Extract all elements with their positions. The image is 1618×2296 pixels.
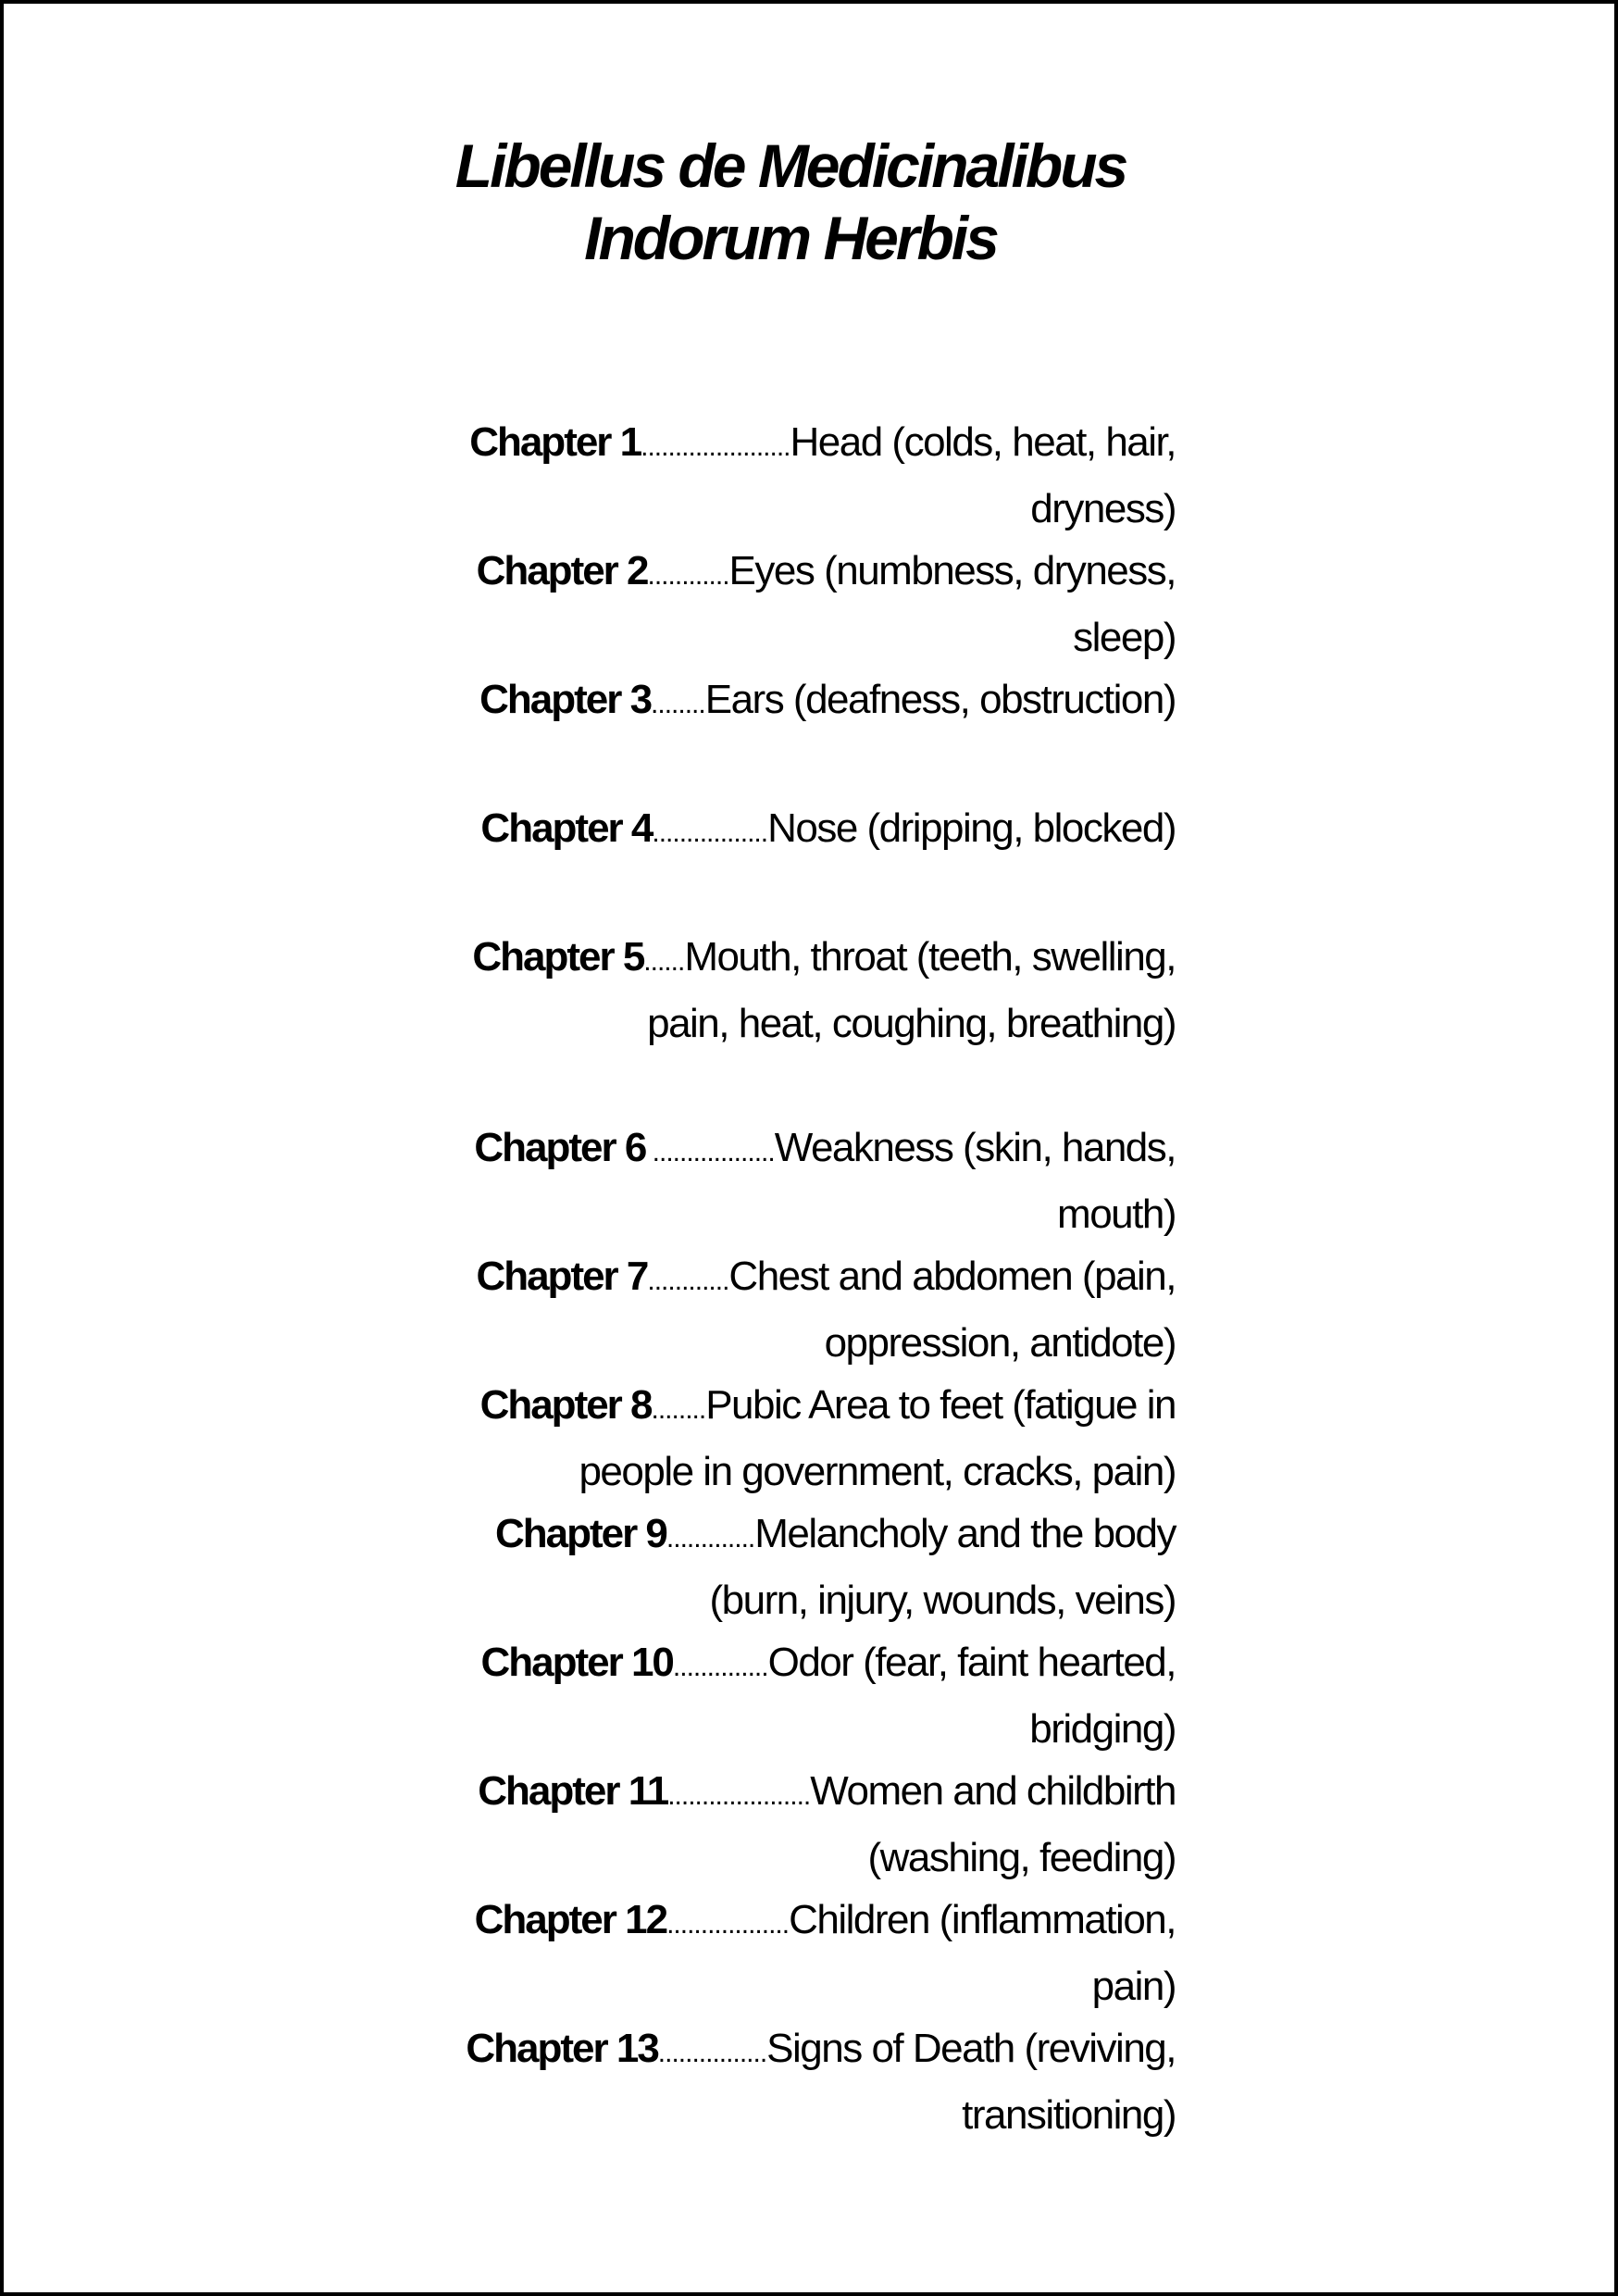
dot-leader: ................ [657, 2038, 767, 2068]
chapter-topic: Weakness (skin, hands, mouth) [774, 1125, 1176, 1237]
chapter-label: Chapter 12 [474, 1897, 667, 1942]
dot-leader: ........ [651, 689, 705, 719]
toc-entry-chapter-13 [398, 2017, 1176, 2146]
toc-entry-chapter-2 [398, 540, 1176, 668]
dot-leader: ..................... [667, 1780, 811, 1811]
toc-entry-chapter-12 [398, 1889, 1176, 2017]
toc-entry-chapter-6 [398, 1117, 1176, 1245]
toc-entry-chapter-4 [398, 797, 1176, 864]
dot-leader: .............. [672, 1652, 768, 1682]
chapter-label: Chapter 13 [466, 2026, 658, 2071]
chapter-topic: Ears (deafness, obstruction) [704, 677, 1176, 722]
chapter-label: Chapter 11 [478, 1768, 668, 1814]
chapter-label: Chapter 1 [469, 419, 641, 465]
dot-leader: ........ [651, 1394, 706, 1425]
table-of-contents [398, 411, 1176, 2146]
chapter-topic: Head (colds, heat, hair, dryness) [790, 419, 1176, 531]
chapter-topic: Melancholy and the body (burn, injury, wounds, veins) [709, 1511, 1176, 1623]
chapter-label: Chapter 2 [476, 548, 648, 593]
dot-leader: ............ [647, 560, 729, 591]
dot-leader: .................. [645, 1137, 775, 1167]
chapter-label: Chapter 6 [474, 1125, 646, 1170]
chapter-topic: Women and childbirth (washing, feeding) [810, 1768, 1176, 1880]
chapter-topic: Odor (fear, faint hearted, bridging) [767, 1640, 1176, 1752]
chapter-topic: Eyes (numbness, dryness, sleep) [728, 548, 1176, 660]
chapter-label: Chapter 8 [479, 1382, 652, 1428]
chapter-label: Chapter 9 [494, 1511, 666, 1556]
toc-entry-chapter-10 [398, 1631, 1176, 1760]
toc-entry-chapter-5 [398, 926, 1176, 1054]
chapter-label: Chapter 5 [472, 934, 644, 980]
chapter-label: Chapter 4 [480, 805, 653, 851]
dot-leader: .................. [666, 1909, 790, 1940]
chapter-label: Chapter 7 [476, 1254, 648, 1299]
dot-leader: ...... [643, 946, 685, 977]
chapter-topic: Chest and abdomen (pain, oppression, antidote) [728, 1254, 1176, 1366]
dot-leader: ...................... [641, 431, 790, 462]
toc-entry-chapter-11 [398, 1760, 1176, 1889]
toc-entry-chapter-8 [398, 1374, 1176, 1503]
toc-entry-chapter-9 [398, 1503, 1176, 1631]
title-line-2: Indorum Herbis [584, 204, 997, 272]
chapter-topic: Signs of Death (reviving, transitioning) [766, 2026, 1176, 2138]
dot-leader: ................. [652, 817, 768, 848]
dot-leader: ............ [647, 1266, 729, 1296]
toc-entry-chapter-3 [398, 668, 1176, 735]
chapter-label: Chapter 3 [479, 677, 652, 722]
chapter-topic: Children (inflammation, pain) [789, 1897, 1176, 2009]
chapter-label: Chapter 10 [480, 1640, 673, 1685]
title-line-1: Libellus de Medicinalibus [454, 131, 1126, 200]
chapter-topic: Nose (dripping, blocked) [767, 805, 1176, 851]
chapter-topic: Pubic Area to feet (fatigue in people in government, cracks, pain) [579, 1382, 1176, 1494]
toc-entry-chapter-7 [398, 1245, 1176, 1374]
page-title [0, 130, 1581, 274]
toc-entry-chapter-1 [398, 411, 1176, 540]
chapter-topic: Mouth, throat (teeth, swelling, pain, heat, coughing, breathing) [647, 934, 1176, 1046]
dot-leader: ............. [666, 1523, 755, 1554]
